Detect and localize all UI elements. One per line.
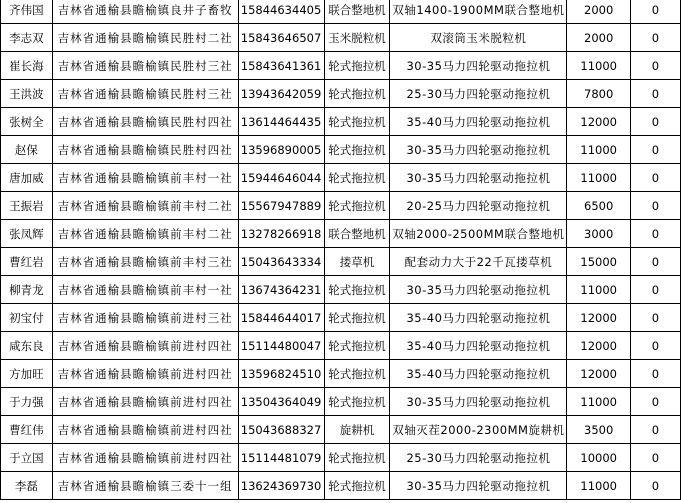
address-cell[interactable]: 吉林省通榆县瞻榆镇民胜村二社 [52,24,238,52]
extra-value-cell[interactable]: 0 [630,304,680,332]
machine-type-cell[interactable]: 轮式拖拉机 [324,360,390,388]
address-cell[interactable]: 吉林省通榆县瞻榆镇良井子畜牧 [52,0,238,24]
subsidy-amount-cell[interactable]: 7800 [567,80,630,108]
subsidy-amount-cell[interactable]: 6500 [567,192,630,220]
address-cell[interactable]: 吉林省通榆县瞻榆镇前丰村二社 [52,220,238,248]
address-cell[interactable]: 吉林省通榆县瞻榆镇前进村四社 [52,332,238,360]
machine-type-cell[interactable]: 轮式拖拉机 [324,388,390,416]
extra-value-cell[interactable]: 0 [630,80,680,108]
machine-type-cell[interactable]: 联合整地机 [324,220,390,248]
address-cell[interactable]: 吉林省通榆县瞻榆镇民胜村四社 [52,108,238,136]
phone-cell[interactable]: 15944646044 [238,164,324,192]
subsidy-amount-cell[interactable]: 11000 [567,388,630,416]
table-row [1,52,681,80]
extra-value-cell[interactable]: 0 [630,388,680,416]
machine-type-cell[interactable]: 玉米脱粒机 [324,24,390,52]
phone-cell[interactable]: 13614464435 [238,108,324,136]
extra-value-cell[interactable]: 0 [630,276,680,304]
machine-type-cell[interactable]: 轮式拖拉机 [324,52,390,80]
phone-cell[interactable]: 15843646507 [238,24,324,52]
extra-value-cell[interactable]: 0 [630,248,680,276]
table-row [1,108,681,136]
machine-type-cell[interactable]: 轮式拖拉机 [324,108,390,136]
phone-cell[interactable]: 13596890005 [238,136,324,164]
extra-value-cell[interactable]: 0 [630,360,680,388]
owner-name-cell[interactable]: 初宝付 [1,304,53,332]
owner-name-cell[interactable]: 张凤辉 [1,220,53,248]
owner-name-cell[interactable]: 崔长海 [1,52,53,80]
table-row [1,220,681,248]
owner-name-cell[interactable]: 唐加威 [1,164,53,192]
machine-type-cell[interactable]: 轮式拖拉机 [324,80,390,108]
machine-type-cell[interactable]: 旋耕机 [324,416,390,444]
address-cell[interactable]: 吉林省通榆县瞻榆镇前进村四社 [52,360,238,388]
extra-value-cell[interactable]: 0 [630,332,680,360]
machine-type-cell[interactable]: 轮式拖拉机 [324,472,390,500]
address-cell[interactable]: 吉林省通榆县瞻榆镇前进村四社 [52,444,238,472]
machine-type-cell[interactable]: 轮式拖拉机 [324,304,390,332]
table-row [1,444,681,472]
extra-value-cell[interactable]: 0 [630,164,680,192]
extra-value-cell[interactable]: 0 [630,416,680,444]
owner-name-cell[interactable]: 于立国 [1,444,53,472]
owner-name-cell[interactable]: 于力强 [1,388,53,416]
address-cell[interactable]: 吉林省通榆县瞻榆镇前丰村二社 [52,192,238,220]
machine-model-cell[interactable]: 配套动力大于22千瓦搂草机 [390,248,567,276]
table-row [1,276,681,304]
phone-cell[interactable]: 13674364231 [238,276,324,304]
table-row [1,24,681,52]
phone-cell[interactable]: 13624369730 [238,472,324,500]
machine-model-cell[interactable]: 35-40马力四轮驱动拖拉机 [390,332,567,360]
owner-name-cell[interactable]: 王振岩 [1,192,53,220]
subsidy-amount-cell[interactable]: 12000 [567,332,630,360]
subsidy-amount-cell[interactable]: 11000 [567,52,630,80]
address-cell[interactable]: 吉林省通榆县瞻榆镇民胜村三社 [52,80,238,108]
machine-model-cell[interactable]: 25-30马力四轮驱动拖拉机 [390,80,567,108]
machine-model-cell[interactable]: 双轴2000-2500MM联合整地机 [390,220,567,248]
address-cell[interactable]: 吉林省通榆县瞻榆镇前进村四社 [52,388,238,416]
subsidy-amount-cell[interactable]: 10000 [567,444,630,472]
machine-model-cell[interactable]: 双轴灭茬2000-2300MM旋耕机 [390,416,567,444]
address-cell[interactable]: 吉林省通榆县瞻榆镇前丰村一社 [52,164,238,192]
table-row [1,136,681,164]
machine-type-cell[interactable]: 轮式拖拉机 [324,332,390,360]
owner-name-cell[interactable]: 曹红伟 [1,416,53,444]
extra-value-cell[interactable]: 0 [630,0,680,24]
extra-value-cell[interactable]: 0 [630,108,680,136]
phone-cell[interactable]: 15114481079 [238,444,324,472]
machine-type-cell[interactable]: 轮式拖拉机 [324,192,390,220]
machine-type-cell[interactable]: 轮式拖拉机 [324,164,390,192]
table-row [1,304,681,332]
table-row [1,472,681,500]
phone-cell[interactable]: 15114480047 [238,332,324,360]
subsidy-amount-cell[interactable]: 11000 [567,136,630,164]
address-cell[interactable]: 吉林省通榆县瞻榆镇前丰村一社 [52,276,238,304]
extra-value-cell[interactable]: 0 [630,192,680,220]
table-row [1,360,681,388]
table-row [1,248,681,276]
address-cell[interactable]: 吉林省通榆县瞻榆镇民胜村三社 [52,52,238,80]
machine-model-cell[interactable]: 35-40马力四轮驱动拖拉机 [390,304,567,332]
machine-type-cell[interactable]: 搂草机 [324,248,390,276]
table-row [1,388,681,416]
subsidy-amount-cell[interactable]: 11000 [567,164,630,192]
owner-name-cell[interactable]: 齐伟国 [1,0,53,24]
table-row [1,80,681,108]
address-cell[interactable]: 吉林省通榆县瞻榆镇前进村三社 [52,304,238,332]
phone-cell[interactable]: 13943642059 [238,80,324,108]
owner-name-cell[interactable]: 曹红岩 [1,248,53,276]
machine-model-cell[interactable]: 30-35马力四轮驱动拖拉机 [390,164,567,192]
subsidy-amount-cell[interactable]: 12000 [567,304,630,332]
subsidy-amount-cell[interactable]: 2000 [567,0,630,24]
phone-cell[interactable]: 15043688327 [238,416,324,444]
subsidy-amount-cell[interactable]: 2000 [567,24,630,52]
machine-model-cell[interactable]: 双滚筒玉米脱粒机 [390,24,567,52]
owner-name-cell[interactable]: 王洪波 [1,80,53,108]
subsidy-amount-cell[interactable]: 12000 [567,360,630,388]
subsidy-amount-cell[interactable]: 15000 [567,248,630,276]
machine-model-cell[interactable]: 20-25马力四轮驱动拖拉机 [390,192,567,220]
machine-model-cell[interactable]: 30-35马力四轮驱动拖拉机 [390,472,567,500]
machine-type-cell[interactable]: 轮式拖拉机 [324,136,390,164]
subsidy-amount-cell[interactable]: 12000 [567,108,630,136]
address-cell[interactable]: 吉林省通榆县瞻榆镇前进村四社 [52,416,238,444]
owner-name-cell[interactable]: 李志双 [1,24,53,52]
extra-value-cell[interactable]: 0 [630,444,680,472]
owner-name-cell[interactable]: 张树全 [1,108,53,136]
table-row [1,0,681,24]
machine-model-cell[interactable]: 双轴1400-1900MM联合整地机 [390,0,567,24]
extra-value-cell[interactable]: 0 [630,136,680,164]
subsidy-amount-cell[interactable]: 11000 [567,276,630,304]
address-cell[interactable]: 吉林省通榆县瞻榆镇前丰村三社 [52,248,238,276]
phone-cell[interactable]: 13278266918 [238,220,324,248]
machine-model-cell[interactable]: 35-40马力四轮驱动拖拉机 [390,108,567,136]
machine-model-cell[interactable]: 35-40马力四轮驱动拖拉机 [390,360,567,388]
table-body [1,0,681,500]
subsidy-amount-cell[interactable]: 3500 [567,416,630,444]
phone-cell[interactable]: 13504364049 [238,388,324,416]
machine-type-cell[interactable]: 轮式拖拉机 [324,444,390,472]
table-row [1,192,681,220]
phone-cell[interactable]: 15844644017 [238,304,324,332]
address-cell[interactable]: 吉林省通榆县瞻榆镇民胜村四社 [52,136,238,164]
table-row [1,332,681,360]
address-cell[interactable]: 吉林省通榆县瞻榆镇三委十一组 [52,472,238,500]
subsidy-amount-cell[interactable]: 11000 [567,472,630,500]
extra-value-cell[interactable]: 0 [630,472,680,500]
phone-cell[interactable]: 15843641361 [238,52,324,80]
machine-type-cell[interactable]: 联合整地机 [324,0,390,24]
phone-cell[interactable]: 15567947889 [238,192,324,220]
machine-model-cell[interactable]: 25-30马力四轮驱动拖拉机 [390,444,567,472]
owner-name-cell[interactable]: 咸东良 [1,332,53,360]
subsidy-amount-cell[interactable]: 3000 [567,220,630,248]
phone-cell[interactable]: 15043643334 [238,248,324,276]
phone-cell[interactable]: 15844634405 [238,0,324,24]
extra-value-cell[interactable]: 0 [630,220,680,248]
table-row [1,164,681,192]
owner-name-cell[interactable]: 李磊 [1,472,53,500]
owner-name-cell[interactable]: 赵保 [1,136,53,164]
machine-model-cell[interactable]: 30-35马力四轮驱动拖拉机 [390,388,567,416]
table-row [1,416,681,444]
extra-value-cell[interactable]: 0 [630,52,680,80]
extra-value-cell[interactable]: 0 [630,24,680,52]
phone-cell[interactable]: 13596824510 [238,360,324,388]
machine-model-cell[interactable]: 30-35马力四轮驱动拖拉机 [390,136,567,164]
machine-model-cell[interactable]: 30-35马力四轮驱动拖拉机 [390,52,567,80]
owner-name-cell[interactable]: 柳青龙 [1,276,53,304]
owner-name-cell[interactable]: 方加旺 [1,360,53,388]
machine-type-cell[interactable]: 轮式拖拉机 [324,276,390,304]
machine-model-cell[interactable]: 30-35马力四轮驱动拖拉机 [390,276,567,304]
